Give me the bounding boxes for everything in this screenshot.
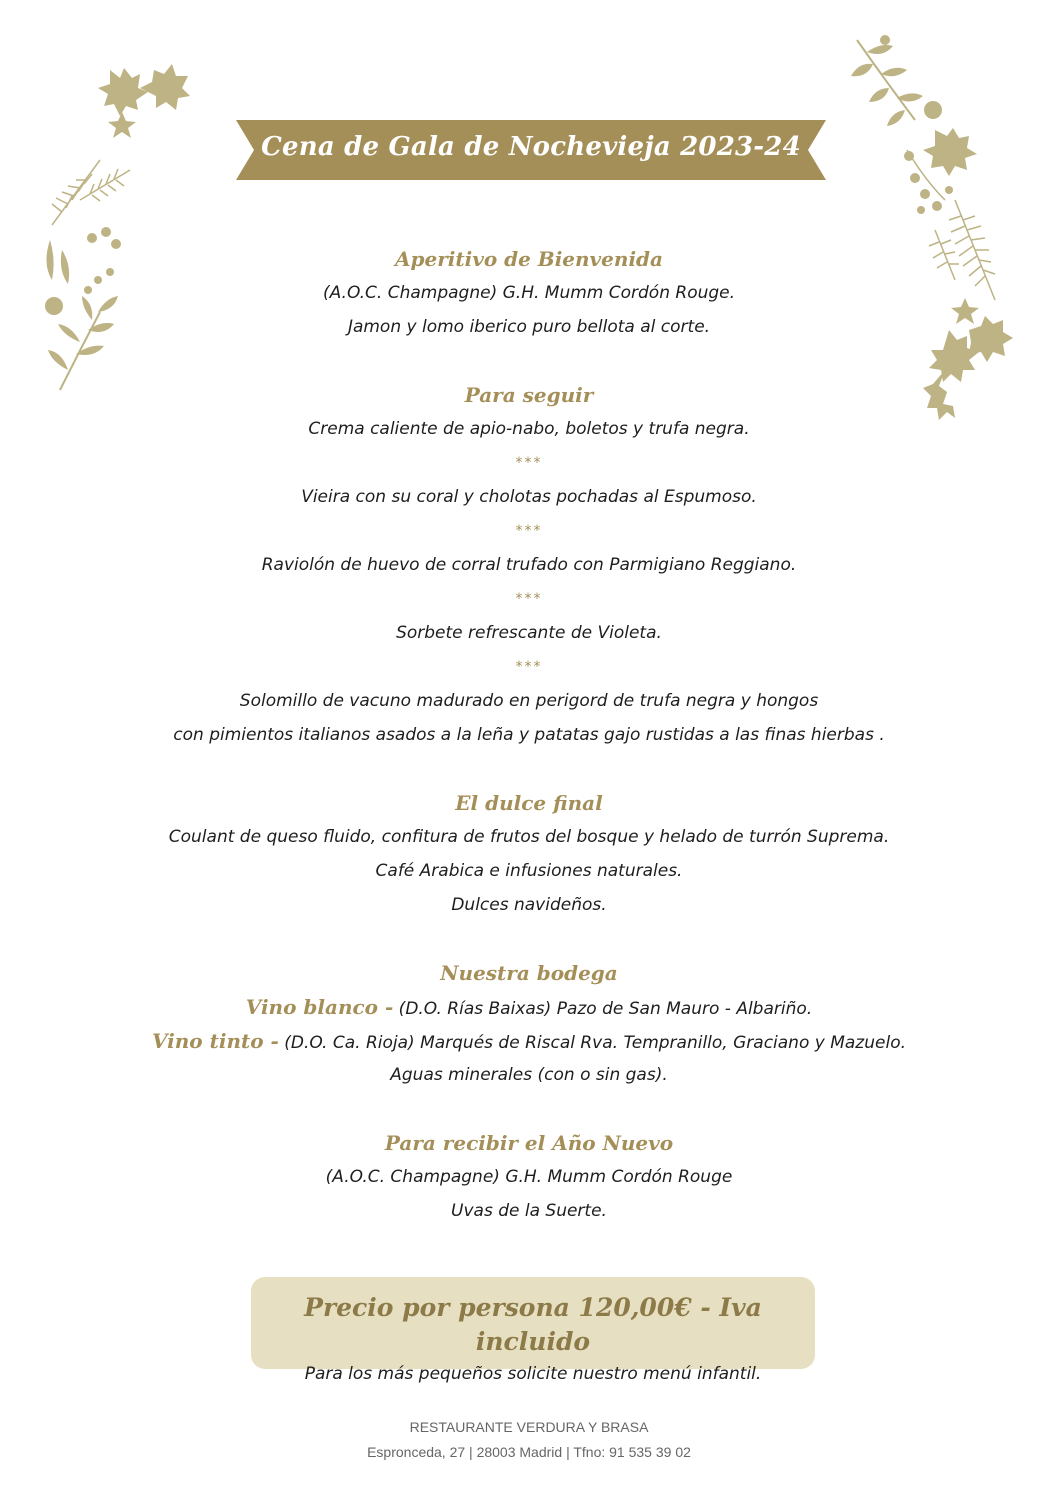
title-banner (236, 120, 826, 180)
section-title-ano-nuevo: Para recibir el Año Nuevo (384, 1131, 674, 1155)
price-title: Precio por persona 120,00€ - Iva incluido (304, 1293, 762, 1356)
section-title-aperitivo: Aperitivo de Bienvenida (395, 247, 663, 271)
footer (0, 1416, 1058, 1466)
wine-item-blanco (0, 990, 1058, 1024)
menu-item: (A.O.C. Champagne) G.H. Mumm Cordón Rouge (325, 1167, 733, 1187)
leafy-branch-icon (851, 35, 923, 126)
menu-item: (A.O.C. Champagne) G.H. Mumm Cordón Rouge. (322, 283, 736, 303)
menu-item: Vieira con su coral y cholotas pochadas al Espumoso. (301, 487, 757, 507)
menu-item: con pimientos italianos asados a la leña y patatas gajo rustidas a las finas hierbas . (173, 725, 885, 745)
menu-item: Aguas minerales (con o sin gas). (390, 1065, 668, 1085)
star-icon (108, 112, 136, 138)
menu-body (0, 242, 1058, 1228)
holly-leaves-icon (98, 64, 190, 116)
wine-label: Vino tinto - (152, 1029, 279, 1053)
menu-item: Dulces navideños. (451, 895, 607, 915)
menu-item: Coulant de queso fluido, confitura de frutos del bosque y helado de turrón Suprema. (168, 827, 890, 847)
wine-description: (D.O. Rías Baixas) Pazo de San Mauro - Albariño. (393, 999, 813, 1019)
pinecone-icon (924, 101, 942, 119)
menu-item: Crema caliente de apio-nabo, boletos y trufa negra. (308, 419, 750, 439)
separator-stars: *** (515, 455, 543, 471)
page-title: Cena de Gala de Nochevieja 2023-24 (261, 132, 801, 162)
separator-stars: *** (515, 591, 543, 607)
section-title-bodega: Nuestra bodega (440, 961, 618, 985)
restaurant-name: RESTAURANTE VERDURA Y BRASA (409, 1419, 649, 1435)
holly-leaves-icon (923, 128, 977, 176)
pine-branch-icon (52, 160, 130, 225)
separator-stars: *** (515, 659, 543, 675)
menu-item: Café Arabica e infusiones naturales. (375, 861, 683, 881)
menu-item: Jamon y lomo iberico puro bellota al corte. (347, 317, 711, 337)
wine-item-tinto (0, 1024, 1058, 1058)
price-box (251, 1277, 815, 1384)
price-note: Para los más pequeños solicite nuestro menú infantil. (304, 1364, 762, 1384)
separator-stars: *** (515, 523, 543, 539)
section-title-para-seguir: Para seguir (464, 383, 594, 407)
wine-label: Vino blanco - (245, 995, 394, 1019)
menu-item: Uvas de la Suerte. (451, 1201, 607, 1221)
menu-item: Raviolón de huevo de corral trufado con Parmigiano Reggiano. (261, 555, 797, 575)
restaurant-address: Espronceda, 27 | 28003 Madrid | Tfno: 91 535 39 02 (367, 1444, 691, 1460)
menu-item: Sorbete refrescante de Violeta. (396, 623, 662, 643)
wine-description: (D.O. Ca. Rioja) Marqués de Riscal Rva. Tempranillo, Graciano y Mazuelo. (278, 1033, 906, 1053)
section-title-dulce-final: El dulce final (455, 791, 603, 815)
menu-item: Solomillo de vacuno madurado en perigord de trufa negra y hongos (239, 691, 819, 711)
